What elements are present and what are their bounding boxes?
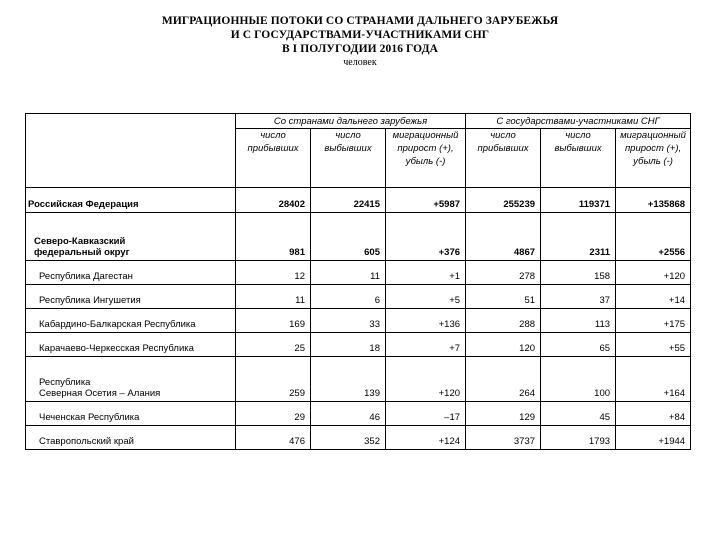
subheader-line: выбывших: [324, 143, 372, 154]
value-cell: 11: [236, 285, 311, 309]
value-cell: 1793: [541, 426, 616, 450]
region-name-line: Северная Осетия – Алания: [39, 388, 161, 399]
value-cell: +14: [616, 285, 691, 309]
value-cell: 22415: [311, 188, 386, 213]
corner-cell: [26, 114, 236, 188]
table-row: [26, 309, 691, 333]
value-cell: +5: [386, 285, 466, 309]
table-row: [26, 357, 691, 402]
region-name-line: Северо-Кавказский: [34, 236, 126, 247]
value-cell: 129: [466, 402, 541, 426]
value-cell: +135868: [616, 188, 691, 213]
value-cell: 278: [466, 261, 541, 285]
subheader-line: прибывших: [477, 143, 529, 154]
table-row: [26, 188, 691, 213]
subheader-line: прирост (+),: [397, 143, 454, 154]
subheader-line: прибывших: [247, 143, 299, 154]
group-header-far-abroad: Со странами дальнего зарубежья: [236, 114, 466, 129]
value-cell: +164: [616, 357, 691, 402]
value-cell: +124: [386, 426, 466, 450]
subheader-line: убыль (-): [633, 156, 673, 167]
value-cell: 605: [311, 213, 386, 261]
unit-label: человек: [343, 57, 377, 68]
value-cell: 352: [311, 426, 386, 450]
subheader-line: прирост (+),: [624, 143, 682, 154]
title-line-1: МИГРАЦИОННЫЕ ПОТОКИ СО СТРАНАМИ ДАЛЬНЕГО ЗАРУБЕЖЬЯ: [161, 15, 559, 27]
value-cell: –17: [386, 402, 466, 426]
region-name: [26, 402, 236, 426]
region-name-line: федеральный округ: [34, 247, 130, 258]
region-name: [26, 333, 236, 357]
value-cell: 46: [311, 402, 386, 426]
region-name: [26, 309, 236, 333]
value-cell: +1: [386, 261, 466, 285]
value-cell: 2311: [541, 213, 616, 261]
subheader-line: миграционный: [620, 130, 686, 141]
value-cell: 264: [466, 357, 541, 402]
subheader-cis-arrivals: [466, 129, 541, 188]
title-line-2: И С ГОСУДАРСТВАМИ-УЧАСТНИКАМИ СНГ: [230, 29, 490, 41]
region-name-line: Российская Федерация: [28, 199, 139, 210]
region-name: [26, 285, 236, 309]
value-cell: 169: [236, 309, 311, 333]
region-name: [26, 357, 236, 402]
region-name-line: Карачаево-Черкесская Республика: [39, 343, 194, 354]
subheader-far-arrivals: [236, 129, 311, 188]
value-cell: 28402: [236, 188, 311, 213]
value-cell: 4867: [466, 213, 541, 261]
value-cell: 100: [541, 357, 616, 402]
value-cell: +175: [616, 309, 691, 333]
value-cell: +120: [616, 261, 691, 285]
subheader-line: убыль (-): [405, 156, 446, 167]
title-line-3: В I ПОЛУГОДИИ 2016 ГОДА: [281, 43, 439, 55]
value-cell: +84: [616, 402, 691, 426]
region-name-line: Ставропольский край: [39, 436, 134, 447]
table-row: [26, 402, 691, 426]
value-cell: 51: [466, 285, 541, 309]
subheader-line: число: [565, 130, 591, 141]
subheader-line: число: [335, 130, 361, 141]
value-cell: 120: [466, 333, 541, 357]
value-cell: 6: [311, 285, 386, 309]
region-name: [26, 426, 236, 450]
subheader-line: выбывших: [554, 143, 602, 154]
migration-table: [25, 113, 691, 450]
value-cell: 981: [236, 213, 311, 261]
table-row: [26, 285, 691, 309]
value-cell: +1944: [616, 426, 691, 450]
subheader-cis-departures: [541, 129, 616, 188]
value-cell: 119371: [541, 188, 616, 213]
value-cell: +55: [616, 333, 691, 357]
value-cell: 476: [236, 426, 311, 450]
value-cell: +2556: [616, 213, 691, 261]
value-cell: +5987: [386, 188, 466, 213]
title-block: [0, 14, 720, 69]
value-cell: +136: [386, 309, 466, 333]
region-name: [26, 213, 236, 261]
value-cell: 139: [311, 357, 386, 402]
value-cell: 113: [541, 309, 616, 333]
value-cell: 45: [541, 402, 616, 426]
group-header-cis: С государствами-участниками СНГ: [466, 114, 691, 129]
region-name: [26, 261, 236, 285]
subheader-far-departures: [311, 129, 386, 188]
subheader-line: число: [260, 130, 286, 141]
region-name-line: Республика Дагестан: [39, 271, 133, 282]
subheader-line: число: [490, 130, 516, 141]
value-cell: 158: [541, 261, 616, 285]
value-cell: 33: [311, 309, 386, 333]
value-cell: 12: [236, 261, 311, 285]
region-name-line: Чеченская Республика: [39, 412, 140, 423]
region-name-line: Республика: [39, 377, 91, 388]
value-cell: +7: [386, 333, 466, 357]
value-cell: 288: [466, 309, 541, 333]
region-name-line: Республика Ингушетия: [39, 295, 141, 306]
value-cell: 65: [541, 333, 616, 357]
value-cell: +120: [386, 357, 466, 402]
value-cell: 25: [236, 333, 311, 357]
subheader-cis-net-migration: [616, 129, 691, 188]
value-cell: 18: [311, 333, 386, 357]
table-row: [26, 333, 691, 357]
table-row: [26, 426, 691, 450]
region-name: [26, 188, 236, 213]
value-cell: 3737: [466, 426, 541, 450]
value-cell: 255239: [466, 188, 541, 213]
value-cell: +376: [386, 213, 466, 261]
region-name-line: Кабардино-Балкарская Республика: [39, 319, 196, 330]
value-cell: 29: [236, 402, 311, 426]
value-cell: 37: [541, 285, 616, 309]
value-cell: 11: [311, 261, 386, 285]
table-row: [26, 261, 691, 285]
subheader-far-net-migration: [386, 129, 466, 188]
value-cell: 259: [236, 357, 311, 402]
subheader-line: миграционный: [392, 130, 459, 141]
table-row: [26, 213, 691, 261]
